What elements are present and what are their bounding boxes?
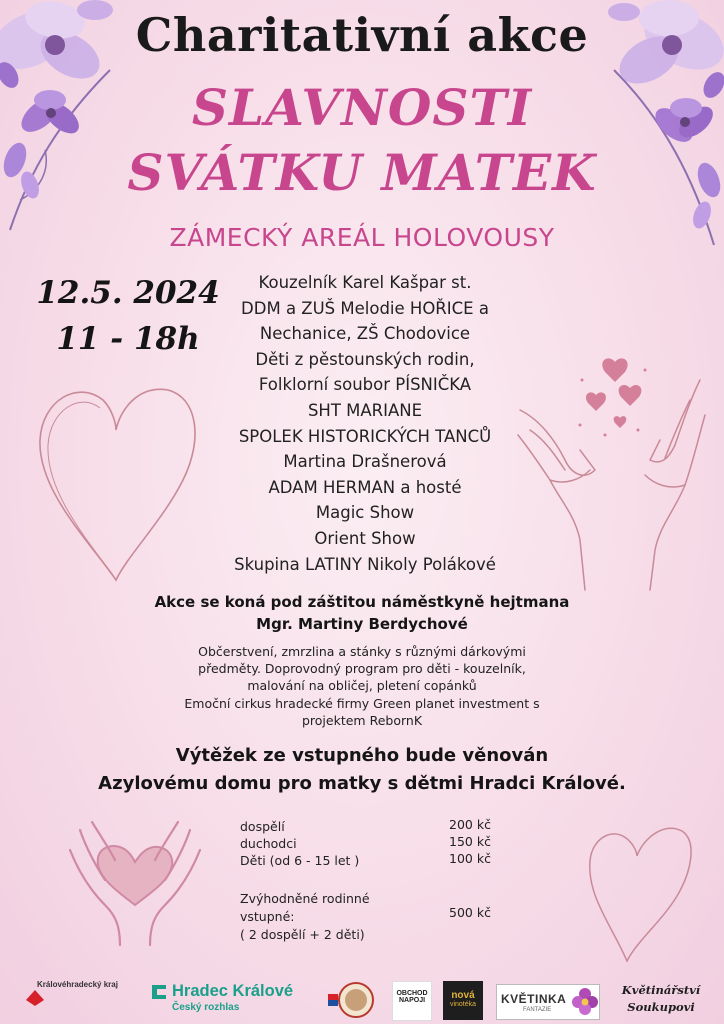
performer-item: DDM a ZUŠ Melodie HOŘICE a (241, 298, 489, 318)
performer-item: Děti z pěstounských rodin, (255, 349, 475, 369)
sponsor-florist-text: Květinářství (621, 983, 701, 997)
kraj-emblem-icon (24, 986, 46, 1008)
donation-block (0, 742, 724, 798)
hands-heart-icon (60, 810, 210, 950)
performer-item: Orient Show (314, 528, 416, 548)
donation-line: Výtěžek ze vstupného bude věnován (175, 745, 549, 766)
sponsor-kraj-logo (24, 980, 146, 1008)
price-label-adult: dospělí (240, 819, 285, 834)
flower-icon (571, 987, 599, 1017)
performer-item: Magic Show (315, 503, 415, 523)
performer-item: Martina Drašnerová (283, 452, 447, 472)
sponsor-florist-logo (606, 982, 716, 1016)
sponsor-vinoteka-text: nová (451, 990, 475, 1001)
patronage-line: Akce se koná pod záštitou náměstkyně hejtmana (154, 593, 570, 611)
info-line: předměty. Doprovodný program pro děti - kouzelník, (198, 661, 526, 677)
price-label-child: Děti (od 6 - 15 let ) (240, 853, 360, 868)
performer-item: Kouzelník Karel Kašpar st. (258, 273, 472, 292)
info-line: Občerstvení, zmrzlina a stánky s různými dárkovými (198, 644, 526, 659)
hands-hearts-icon (510, 340, 710, 600)
performer-item: Nechanice, ZŠ Chodovice (259, 324, 471, 344)
price-label-family: ( 2 dospělí + 2 děti) (240, 927, 365, 942)
sponsor-kvetinka-text: KVĚTINKA (501, 992, 567, 1006)
sponsor-radio-sub: Český rozhlas (172, 1002, 240, 1013)
info-line: malování na obličej, pletení copánků (247, 678, 477, 694)
performer-item: Folklorní soubor PÍSNIČKA (258, 375, 472, 395)
donation-line: Azylovému domu pro matky s dětmi Hradci Králové. (98, 773, 626, 794)
sponsor-kvetinka-sub: FANTAZIE (523, 1007, 552, 1013)
sponsor-radio-main: Hradec Králové (172, 982, 294, 1000)
event-date: 12.5. 2024 (36, 275, 220, 311)
info-block (0, 643, 724, 729)
sponsor-florist-text: Soukupovi (627, 1000, 695, 1014)
sponsor-kraj-text: Královéhradecký kraj (37, 980, 118, 989)
performers-list (200, 270, 530, 577)
price-label-family: Zvýhodněné rodinné (240, 891, 370, 906)
heart-outline-icon (28, 370, 208, 590)
info-line: Emoční cirkus hradecké firmy Green planet investment s (184, 695, 540, 711)
title-charity: Charitativní akce (135, 8, 589, 62)
sponsor-radio-logo (152, 982, 322, 1016)
title-slavnosti: SLAVNOSTI (191, 78, 533, 137)
sponsor-obchod-logo (392, 981, 432, 1021)
heart-outline-icon (582, 816, 697, 966)
venue-label: ZÁMECKÝ AREÁL HOLOVOUSY (169, 223, 555, 252)
sponsor-obchod-text: NAPOJI (398, 997, 426, 1004)
sponsor-kvetinka-logo (496, 984, 600, 1020)
sponsor-vinoteka-logo (443, 981, 483, 1020)
price-value-family: 500 kč (449, 905, 491, 920)
sponsor-seal-logo (326, 980, 376, 1020)
performer-item: ADAM HERMAN a hosté (268, 477, 462, 497)
price-value-senior: 150 kč (449, 834, 491, 849)
radio-icon (152, 985, 166, 999)
title-svatku-matek: SVÁTKU MATEK (127, 143, 597, 202)
sponsor-obchod-text: OBCHOD (396, 990, 428, 997)
price-value-child: 100 kč (449, 851, 491, 866)
price-label-senior: duchodci (240, 836, 297, 851)
performer-item: SPOLEK HISTORICKÝCH TANCŮ (238, 426, 492, 446)
info-line: projektem RebornK (301, 712, 423, 728)
patronage-name: Mgr. Martiny Berdychové (256, 615, 468, 633)
event-time: 11 - 18h (56, 321, 200, 357)
performer-item: Skupina LATINY Nikoly Polákové (234, 554, 496, 574)
performer-item: SHT MARIANE (307, 400, 423, 420)
patronage-block (0, 591, 724, 635)
sponsor-vinoteka-text: vinotéka (449, 1001, 477, 1008)
price-value-adult: 200 kč (449, 817, 491, 832)
price-label-family: vstupné: (240, 909, 295, 924)
